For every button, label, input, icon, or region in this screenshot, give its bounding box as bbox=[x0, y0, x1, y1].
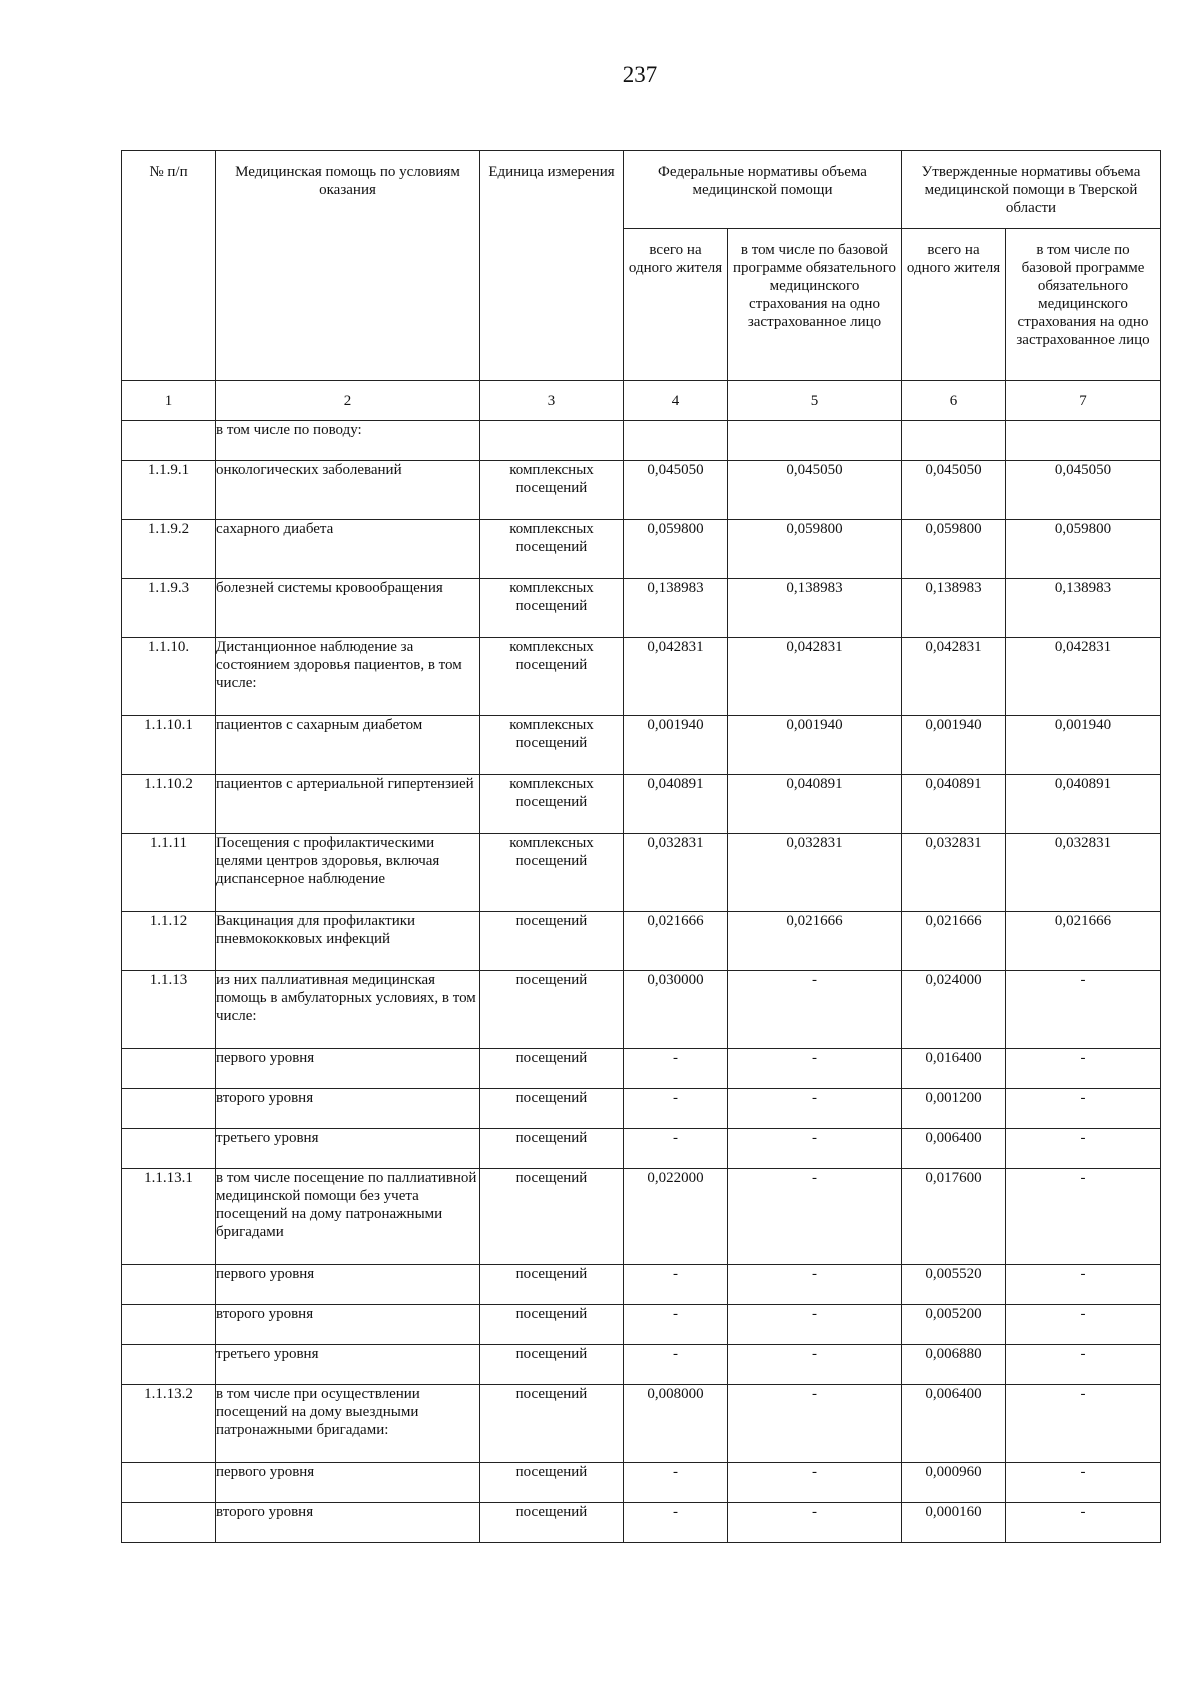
row-approved-per-insured: - bbox=[1006, 1169, 1161, 1265]
row-federal-per-resident: 0,030000 bbox=[624, 971, 728, 1049]
row-care-type: сахарного диабета bbox=[216, 520, 480, 579]
row-approved-per-insured: 0,032831 bbox=[1006, 834, 1161, 912]
row-federal-per-insured: - bbox=[728, 1169, 902, 1265]
table-row bbox=[122, 1049, 1161, 1089]
header-federal-per-resident: всего на одного жителя bbox=[624, 229, 728, 381]
row-unit: комплексных посещений bbox=[480, 638, 624, 716]
row-unit: посещений bbox=[480, 1345, 624, 1385]
row-care-type: Вакцинация для профилактики пневмококковых инфекций bbox=[216, 912, 480, 971]
row-care-type: пациентов с сахарным диабетом bbox=[216, 716, 480, 775]
row-care-type: Посещения с профилактическими целями центров здоровья, включая диспансерное наблюдение bbox=[216, 834, 480, 912]
row-care-type: из них паллиативная медицинская помощь в амбулаторных условиях, в том числе: bbox=[216, 971, 480, 1049]
row-federal-per-insured: - bbox=[728, 971, 902, 1049]
row-approved-per-insured: - bbox=[1006, 1129, 1161, 1169]
header-approved-per-insured: в том числе по базовой программе обязательного медицинского страхования на одно застрахованное лицо bbox=[1006, 229, 1161, 381]
header-row-main bbox=[122, 151, 1161, 229]
header-approved-per-resident: всего на одного жителя bbox=[902, 229, 1006, 381]
row-approved-per-insured: - bbox=[1006, 1385, 1161, 1463]
row-unit: посещений bbox=[480, 1503, 624, 1543]
medical-care-norms-table bbox=[121, 150, 1161, 1543]
row-unit: комплексных посещений bbox=[480, 579, 624, 638]
row-federal-per-insured: - bbox=[728, 1503, 902, 1543]
column-number: 2 bbox=[216, 381, 480, 421]
row-federal-per-insured: 0,021666 bbox=[728, 912, 902, 971]
row-approved-per-resident: 0,045050 bbox=[902, 461, 1006, 520]
table-row bbox=[122, 716, 1161, 775]
row-approved-per-insured: - bbox=[1006, 971, 1161, 1049]
row-federal-per-insured: - bbox=[728, 1463, 902, 1503]
row-approved-per-resident: 0,017600 bbox=[902, 1169, 1006, 1265]
row-federal-per-insured: - bbox=[728, 1049, 902, 1089]
row-unit: комплексных посещений bbox=[480, 461, 624, 520]
row-unit: комплексных посещений bbox=[480, 775, 624, 834]
row-approved-per-resident: 0,021666 bbox=[902, 912, 1006, 971]
row-federal-per-resident: 0,059800 bbox=[624, 520, 728, 579]
table-row bbox=[122, 1305, 1161, 1345]
row-approved-per-resident: 0,001940 bbox=[902, 716, 1006, 775]
row-federal-per-resident: - bbox=[624, 1463, 728, 1503]
row-approved-per-insured bbox=[1006, 421, 1161, 461]
row-number: 1.1.9.1 bbox=[122, 461, 216, 520]
table-row bbox=[122, 1463, 1161, 1503]
row-federal-per-insured: 0,059800 bbox=[728, 520, 902, 579]
row-federal-per-insured: - bbox=[728, 1385, 902, 1463]
row-care-type: болезней системы кровообращения bbox=[216, 579, 480, 638]
row-approved-per-resident: 0,000960 bbox=[902, 1463, 1006, 1503]
row-care-type: онкологических заболеваний bbox=[216, 461, 480, 520]
row-approved-per-insured: - bbox=[1006, 1305, 1161, 1345]
row-number bbox=[122, 1305, 216, 1345]
row-approved-per-resident bbox=[902, 421, 1006, 461]
row-federal-per-resident: 0,021666 bbox=[624, 912, 728, 971]
header-care-conditions: Медицинская помощь по условиям оказания bbox=[216, 151, 480, 381]
row-care-type: первого уровня bbox=[216, 1049, 480, 1089]
row-care-type: в том числе при осуществлении посещений на дому выездными патронажными бригадами: bbox=[216, 1385, 480, 1463]
table-row bbox=[122, 1503, 1161, 1543]
row-care-type: пациентов с артериальной гипертензией bbox=[216, 775, 480, 834]
row-number bbox=[122, 1345, 216, 1385]
row-federal-per-insured: 0,040891 bbox=[728, 775, 902, 834]
row-unit: посещений bbox=[480, 1049, 624, 1089]
row-care-type: первого уровня bbox=[216, 1265, 480, 1305]
row-number bbox=[122, 1129, 216, 1169]
row-approved-per-resident: 0,005520 bbox=[902, 1265, 1006, 1305]
row-unit: посещений bbox=[480, 1463, 624, 1503]
row-approved-per-resident: 0,001200 bbox=[902, 1089, 1006, 1129]
table-row bbox=[122, 1265, 1161, 1305]
row-number: 1.1.13.1 bbox=[122, 1169, 216, 1265]
row-approved-per-resident: 0,138983 bbox=[902, 579, 1006, 638]
row-federal-per-insured: 0,045050 bbox=[728, 461, 902, 520]
table-row bbox=[122, 1129, 1161, 1169]
row-care-type: в том числе по поводу: bbox=[216, 421, 480, 461]
row-federal-per-resident: 0,138983 bbox=[624, 579, 728, 638]
row-approved-per-insured: 0,040891 bbox=[1006, 775, 1161, 834]
page-number: 237 bbox=[622, 62, 658, 87]
row-federal-per-resident: 0,032831 bbox=[624, 834, 728, 912]
row-approved-per-resident: 0,006400 bbox=[902, 1385, 1006, 1463]
row-unit: посещений bbox=[480, 1129, 624, 1169]
table-row bbox=[122, 775, 1161, 834]
row-federal-per-resident: 0,040891 bbox=[624, 775, 728, 834]
column-number: 3 bbox=[480, 381, 624, 421]
row-number bbox=[122, 1089, 216, 1129]
row-number bbox=[122, 1463, 216, 1503]
table-row bbox=[122, 461, 1161, 520]
row-unit: посещений bbox=[480, 971, 624, 1049]
row-federal-per-insured: - bbox=[728, 1089, 902, 1129]
table-row bbox=[122, 1385, 1161, 1463]
table-row bbox=[122, 520, 1161, 579]
row-federal-per-resident bbox=[624, 421, 728, 461]
row-federal-per-resident: - bbox=[624, 1129, 728, 1169]
header-approved-norms: Утвержденные нормативы объема медицинской помощи в Тверской области bbox=[902, 151, 1161, 229]
row-federal-per-resident: 0,042831 bbox=[624, 638, 728, 716]
row-approved-per-insured: - bbox=[1006, 1265, 1161, 1305]
row-number: 1.1.10. bbox=[122, 638, 216, 716]
table-row bbox=[122, 1345, 1161, 1385]
row-approved-per-resident: 0,059800 bbox=[902, 520, 1006, 579]
row-unit: комплексных посещений bbox=[480, 520, 624, 579]
row-approved-per-resident: 0,005200 bbox=[902, 1305, 1006, 1345]
row-care-type: Дистанционное наблюдение за состоянием здоровья пациентов, в том числе: bbox=[216, 638, 480, 716]
row-unit: посещений bbox=[480, 1265, 624, 1305]
header-federal-per-insured: в том числе по базовой программе обязательного медицинского страхования на одно застрахованное лицо bbox=[728, 229, 902, 381]
row-number: 1.1.13.2 bbox=[122, 1385, 216, 1463]
row-approved-per-resident: 0,000160 bbox=[902, 1503, 1006, 1543]
row-federal-per-insured: - bbox=[728, 1265, 902, 1305]
table-row bbox=[122, 1089, 1161, 1129]
row-federal-per-insured: 0,001940 bbox=[728, 716, 902, 775]
row-approved-per-insured: 0,042831 bbox=[1006, 638, 1161, 716]
row-federal-per-insured: 0,032831 bbox=[728, 834, 902, 912]
column-number-row bbox=[122, 381, 1161, 421]
row-unit: посещений bbox=[480, 1385, 624, 1463]
row-approved-per-resident: 0,006400 bbox=[902, 1129, 1006, 1169]
row-care-type: третьего уровня bbox=[216, 1345, 480, 1385]
row-federal-per-resident: - bbox=[624, 1265, 728, 1305]
row-care-type: второго уровня bbox=[216, 1305, 480, 1345]
column-number: 1 bbox=[122, 381, 216, 421]
row-number: 1.1.9.3 bbox=[122, 579, 216, 638]
row-unit: комплексных посещений bbox=[480, 716, 624, 775]
row-care-type: в том числе посещение по паллиативной медицинской помощи без учета посещений на дому патронажными бригадами bbox=[216, 1169, 480, 1265]
row-federal-per-resident: - bbox=[624, 1089, 728, 1129]
table-row bbox=[122, 1169, 1161, 1265]
row-unit: посещений bbox=[480, 1089, 624, 1129]
row-federal-per-resident: 0,001940 bbox=[624, 716, 728, 775]
column-number: 6 bbox=[902, 381, 1006, 421]
table-row bbox=[122, 971, 1161, 1049]
row-number bbox=[122, 1049, 216, 1089]
row-approved-per-resident: 0,024000 bbox=[902, 971, 1006, 1049]
table-row bbox=[122, 834, 1161, 912]
row-approved-per-insured: 0,045050 bbox=[1006, 461, 1161, 520]
row-number: 1.1.10.2 bbox=[122, 775, 216, 834]
row-federal-per-resident: 0,008000 bbox=[624, 1385, 728, 1463]
table-row bbox=[122, 638, 1161, 716]
row-approved-per-insured: 0,001940 bbox=[1006, 716, 1161, 775]
row-federal-per-resident: - bbox=[624, 1305, 728, 1345]
row-approved-per-insured: - bbox=[1006, 1463, 1161, 1503]
row-unit bbox=[480, 421, 624, 461]
header-federal-norms: Федеральные нормативы объема медицинской помощи bbox=[624, 151, 902, 229]
row-number: 1.1.9.2 bbox=[122, 520, 216, 579]
row-approved-per-resident: 0,042831 bbox=[902, 638, 1006, 716]
row-unit: посещений bbox=[480, 912, 624, 971]
row-approved-per-resident: 0,032831 bbox=[902, 834, 1006, 912]
column-number: 4 bbox=[624, 381, 728, 421]
row-number bbox=[122, 421, 216, 461]
row-federal-per-resident: 0,045050 bbox=[624, 461, 728, 520]
row-federal-per-resident: - bbox=[624, 1345, 728, 1385]
row-care-type: второго уровня bbox=[216, 1503, 480, 1543]
row-federal-per-insured bbox=[728, 421, 902, 461]
row-federal-per-resident: - bbox=[624, 1049, 728, 1089]
row-approved-per-insured: - bbox=[1006, 1089, 1161, 1129]
row-federal-per-insured: - bbox=[728, 1345, 902, 1385]
row-approved-per-resident: 0,016400 bbox=[902, 1049, 1006, 1089]
header-number: № п/п bbox=[122, 151, 216, 381]
row-federal-per-insured: 0,138983 bbox=[728, 579, 902, 638]
row-approved-per-insured: - bbox=[1006, 1345, 1161, 1385]
row-number: 1.1.13 bbox=[122, 971, 216, 1049]
row-approved-per-insured: 0,138983 bbox=[1006, 579, 1161, 638]
header-unit: Единица измерения bbox=[480, 151, 624, 381]
row-care-type: третьего уровня bbox=[216, 1129, 480, 1169]
row-federal-per-resident: - bbox=[624, 1503, 728, 1543]
row-unit: комплексных посещений bbox=[480, 834, 624, 912]
table-row bbox=[122, 421, 1161, 461]
table-row bbox=[122, 579, 1161, 638]
row-care-type: второго уровня bbox=[216, 1089, 480, 1129]
row-care-type: первого уровня bbox=[216, 1463, 480, 1503]
row-federal-per-insured: 0,042831 bbox=[728, 638, 902, 716]
row-approved-per-resident: 0,006880 bbox=[902, 1345, 1006, 1385]
row-approved-per-insured: 0,021666 bbox=[1006, 912, 1161, 971]
row-approved-per-insured: - bbox=[1006, 1049, 1161, 1089]
row-federal-per-resident: 0,022000 bbox=[624, 1169, 728, 1265]
row-unit: посещений bbox=[480, 1169, 624, 1265]
row-number bbox=[122, 1503, 216, 1543]
row-number: 1.1.10.1 bbox=[122, 716, 216, 775]
row-number: 1.1.12 bbox=[122, 912, 216, 971]
row-federal-per-insured: - bbox=[728, 1305, 902, 1345]
row-approved-per-insured: - bbox=[1006, 1503, 1161, 1543]
row-unit: посещений bbox=[480, 1305, 624, 1345]
row-approved-per-resident: 0,040891 bbox=[902, 775, 1006, 834]
row-approved-per-insured: 0,059800 bbox=[1006, 520, 1161, 579]
column-number: 7 bbox=[1006, 381, 1161, 421]
table-row bbox=[122, 912, 1161, 971]
row-number: 1.1.11 bbox=[122, 834, 216, 912]
column-number: 5 bbox=[728, 381, 902, 421]
row-federal-per-insured: - bbox=[728, 1129, 902, 1169]
row-number bbox=[122, 1265, 216, 1305]
